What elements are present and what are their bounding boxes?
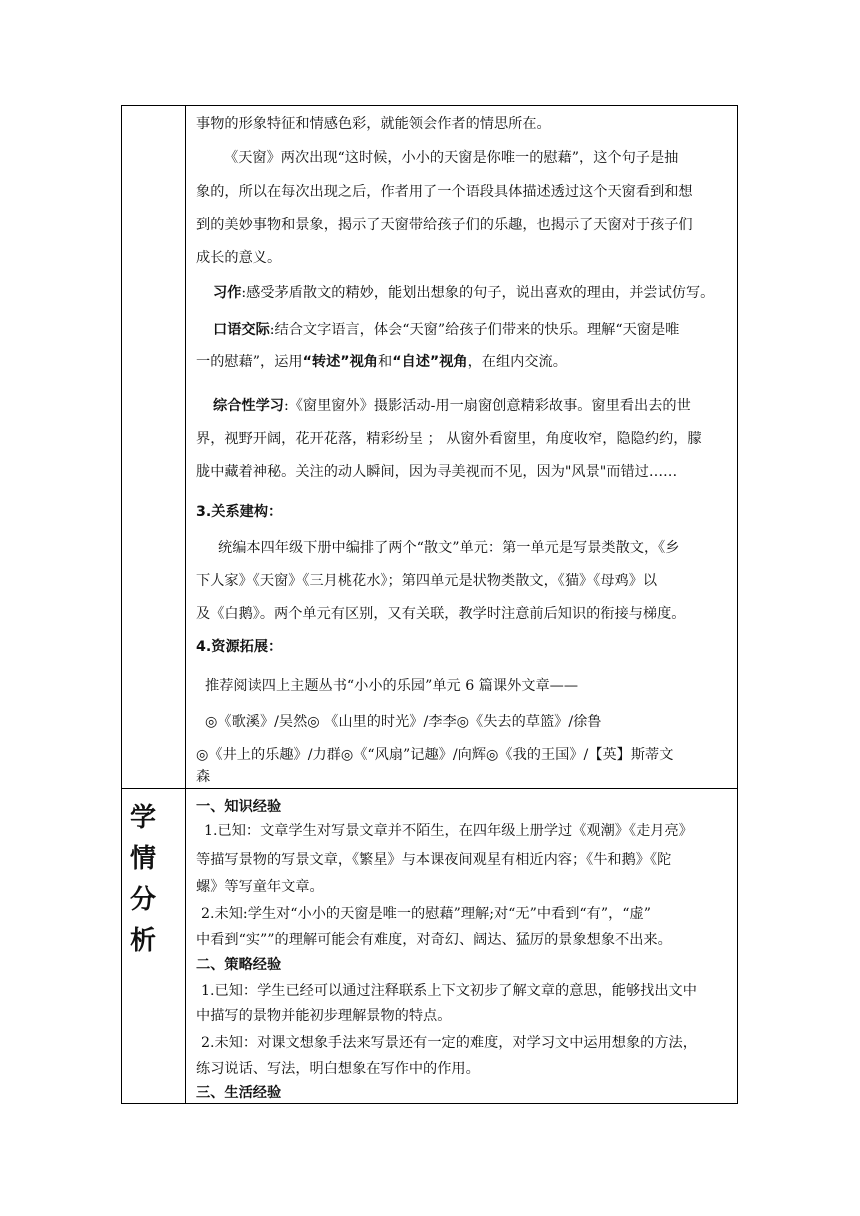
row-label-char: 情 xyxy=(130,844,157,874)
paragraph-line: 《天窗》两次出现“这时候，小小的天窗是你唯一的慰藉”，这个句子是抽 xyxy=(224,150,679,166)
paragraph-line: 练习说话、写法，明白想象在写作中的作用。 xyxy=(196,1061,480,1077)
paragraph-line: 下人家》《天窗》《三月桃花水》；第四单元是状物类散文，《猫》《母鸡》以 xyxy=(196,573,658,589)
paragraph-line: 胧中藏着神秘。关注的动人瞬间，因为寻美视而不见，因为"风景"而错过…… xyxy=(196,464,678,480)
row-label-char: 析 xyxy=(130,926,157,956)
paragraph-line: 等描写景物的写景文章，《繁星》与本课夜间观星有相近内容；《牛和鹅》《陀 xyxy=(196,852,672,868)
xizuo-line xyxy=(213,283,714,303)
section-title: 一、知识经验 xyxy=(196,799,282,815)
kouyu-line xyxy=(213,320,679,340)
kouyu-label: 口语交际 xyxy=(213,322,270,338)
zonghe-label: 综合性学习 xyxy=(213,398,284,414)
zonghe-text: :《窗里窗外》摄影活动-用一扇窗创意精彩故事。窗里看出去的世 xyxy=(283,398,691,414)
table-row-divider xyxy=(121,788,738,789)
paragraph-line: 及《白鹅》。两个单元有区别，又有关联，教学时注意前后知识的衔接与梯度。 xyxy=(196,606,686,622)
paragraph-line: 1.已知：学生已经可以通过注释联系上下文初步了解文章的意思，能够找出文中 xyxy=(201,983,697,999)
section-title: 二、策略经验 xyxy=(196,957,282,973)
kouyu-text: :结合文字语言，体会“天窗”给孩子们带来的快乐。理解“天窗是唯 xyxy=(269,322,680,338)
paragraph-line: 1.已知：文章学生对写景文章并不陌生，在四年级上册学过《观潮》《走月亮》 xyxy=(204,823,693,839)
paragraph-line: 事物的形象特征和情感色彩，就能领会作者的情思所在。 xyxy=(196,116,551,132)
kouyu-bold-zhuanshu: “转述”视角 xyxy=(302,354,378,370)
paragraph-line: 中描写的景物并能初步理解景物的特点。 xyxy=(196,1008,452,1024)
paragraph-line: ◎《井上的乐趣》/力群◎《“风扇”记趣》/向辉◎《我的王国》/【英】斯蒂文 xyxy=(196,747,674,763)
paragraph-line: 推荐阅读四上主题丛书“小小的乐园”单元 6 篇课外文章—— xyxy=(205,678,579,694)
paragraph-line: 森 xyxy=(196,769,211,785)
table-column-divider xyxy=(185,105,186,1104)
paragraph-line: 到的美妙事物和景象，揭示了天窗带给孩子们的乐趣，也揭示了天窗对于孩子们 xyxy=(196,217,693,233)
kouyu-text-e: ，在组内交流。 xyxy=(467,354,567,370)
paragraph-line: 成长的意义。 xyxy=(196,250,282,266)
paragraph-line: 统编本四年级下册中编排了两个“散文”单元：第一单元是写景类散文，《乡 xyxy=(218,540,680,556)
row-label-char: 学 xyxy=(130,803,157,833)
row-label-char: 分 xyxy=(130,885,157,915)
kouyu-line-2 xyxy=(196,352,567,372)
kouyu-text-a: 一的慰藉”，运用 xyxy=(196,354,303,370)
paragraph-line: 2.未知：对课文想象手法来写景还有一定的难度，对学习文中运用想象的方法， xyxy=(201,1035,697,1051)
kouyu-text-c: 和 xyxy=(377,354,393,370)
paragraph-line: 中看到“实””的理解可能会有难度，对奇幻、阔达、猛厉的景象想象不出来。 xyxy=(196,932,672,948)
kouyu-bold-zishu: “自述”视角 xyxy=(392,354,468,370)
paragraph-line: 界，视野开阔，花开花落，精彩纷呈 ； 从窗外看窗里，角度收窄，隐隐约约，朦 xyxy=(196,431,702,447)
xizuo-label: 习作 xyxy=(213,285,242,301)
section-title: 三、生活经验 xyxy=(196,1085,282,1101)
paragraph-line: 象的，所以在每次出现之后，作者用了一个语段具体描述透过这个天窗看到和想 xyxy=(196,184,693,200)
paragraph-line: 螺》等写童年文章。 xyxy=(196,879,324,895)
paragraph-line: 2.未知:学生对“小小的天窗是唯一的慰藉”理解;对“无”中看到“有”，“虚” xyxy=(201,906,651,922)
section-heading: 3.关系建构： xyxy=(196,504,283,520)
zonghe-line xyxy=(213,396,691,416)
xizuo-text: :感受茅盾散文的精妙，能划出想象的句子，说出喜欢的理由，并尝试仿写。 xyxy=(241,285,715,301)
section-heading: 4.资源拓展： xyxy=(196,639,283,655)
paragraph-line: ◎《歌溪》/吴然◎ 《山里的时光》/李李◎《失去的草篮》/徐鲁 xyxy=(205,714,602,730)
